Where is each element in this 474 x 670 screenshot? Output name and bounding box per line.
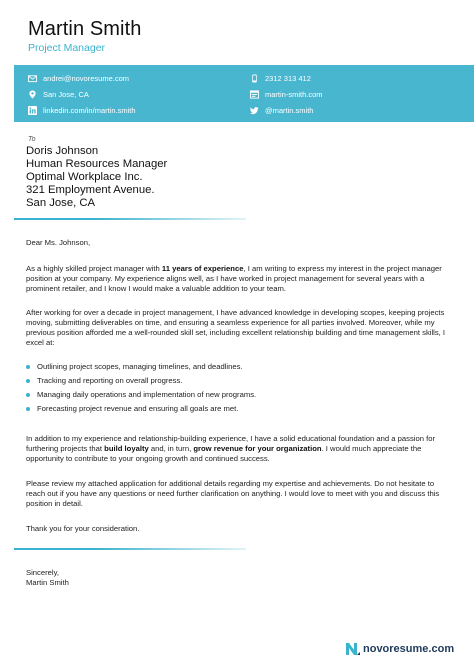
bullet-dot bbox=[26, 379, 30, 383]
recipient-name: Doris Johnson bbox=[26, 145, 99, 157]
logo-wordmark: novoresume bbox=[363, 643, 429, 655]
recipient-company: Optimal Workplace Inc. bbox=[26, 171, 143, 183]
website-text: martin-smith.com bbox=[265, 89, 323, 99]
contact-band bbox=[14, 65, 474, 122]
section-divider-top bbox=[14, 218, 246, 220]
applicant-name: Martin Smith bbox=[28, 18, 142, 40]
logo-suffix: .com bbox=[428, 643, 455, 655]
list-item-text: Tracking and reporting on overall progress. bbox=[37, 376, 183, 385]
list-item-text: Managing daily operations and implementation of new programs. bbox=[37, 390, 257, 399]
contact-linkedin[interactable] bbox=[28, 104, 136, 116]
contact-twitter[interactable] bbox=[250, 104, 313, 116]
recipient-city: San Jose, CA bbox=[26, 197, 96, 209]
website-icon bbox=[250, 90, 259, 99]
applicant-role: Project Manager bbox=[28, 42, 106, 54]
paragraph-intro bbox=[26, 264, 448, 294]
salutation: Dear Ms. Johnson, bbox=[26, 238, 91, 247]
paragraph-experience: After working for over a decade in project management, I have advanced knowledge in developing scopes, keeping projects moving, submitting deliverables on time, and ensuring a seamless experience for all parties involved. Moreover, while my previous position afforded me a well-rounded skill set, including excellent relationship building and time management skills, I excel at: bbox=[26, 308, 446, 347]
signature-name: Martin Smith bbox=[26, 578, 69, 587]
email-icon bbox=[28, 74, 37, 83]
linkedin-icon bbox=[28, 106, 37, 115]
paragraph-closing: Please review my attached application for additional details regarding my expertise and achievements. Do not hesitate to reach out if you have any questions or need further clarification on anything. I would love to meet with you and discuss this position in detail. bbox=[26, 479, 440, 508]
contact-phone[interactable] bbox=[250, 72, 311, 84]
location-text: San Jose, CA bbox=[43, 89, 89, 99]
highlight-build-loyalty: build loyalty bbox=[104, 444, 149, 453]
paragraph-intro-highlight: 11 years of experience bbox=[161, 264, 244, 273]
contact-email[interactable] bbox=[28, 72, 129, 84]
phone-icon bbox=[250, 74, 259, 83]
list-item bbox=[26, 404, 238, 413]
list-item bbox=[26, 376, 182, 385]
list-item bbox=[26, 362, 243, 371]
bullet-dot bbox=[26, 393, 30, 397]
recipient-street: 321 Employment Avenue. bbox=[26, 184, 155, 196]
list-item-text: Outlining project scopes, managing timelines, and deadlines. bbox=[37, 362, 243, 371]
list-item-text: Forecasting project revenue and ensuring all goals are met. bbox=[37, 404, 239, 413]
bullet-dot bbox=[26, 365, 30, 369]
twitter-icon bbox=[250, 106, 259, 115]
novoresume-logo bbox=[346, 643, 454, 655]
paragraph-education-text-a: In addition to my experience and relationship-building experience, I have a solid educational foundation and a passion for furthering projects that bbox=[26, 434, 436, 453]
email-text: andrei@novoresume.com bbox=[43, 73, 129, 83]
closing-line: Sincerely, bbox=[26, 568, 59, 577]
recipient-title: Human Resources Manager bbox=[26, 158, 168, 170]
highlight-grow-revenue: grow revenue for your organization bbox=[193, 444, 322, 453]
novoresume-logo-icon bbox=[346, 643, 360, 655]
linkedin-text: linkedin.com/in/martin.smith bbox=[43, 105, 136, 115]
phone-text: 2312 313 412 bbox=[265, 73, 311, 83]
paragraph-intro-text-a: As a highly skilled project manager with bbox=[26, 264, 162, 273]
bullet-dot bbox=[26, 407, 30, 411]
paragraph-education-text-c: . I would much appreciate the opportunity to contribute to your ongoing growth and continued success. bbox=[26, 444, 422, 463]
thank-you-line: Thank you for your consideration. bbox=[26, 524, 140, 533]
contact-location bbox=[28, 88, 89, 100]
paragraph-education-text-b: and, in turn, bbox=[148, 444, 194, 453]
location-pin-icon bbox=[28, 90, 37, 99]
paragraph-intro-text-b: , I am writing to express my interest in the project manager position at your company. My experience aligns well, as I have worked in project management for several years with a prominent retailer, and I know I would make a valuable addition to your team. bbox=[26, 264, 442, 293]
to-label: To bbox=[28, 136, 36, 143]
contact-website[interactable] bbox=[250, 88, 323, 100]
section-divider-bottom bbox=[14, 548, 246, 550]
list-item bbox=[26, 390, 256, 399]
paragraph-education bbox=[26, 434, 448, 464]
twitter-text: @martin.smith bbox=[265, 105, 314, 115]
